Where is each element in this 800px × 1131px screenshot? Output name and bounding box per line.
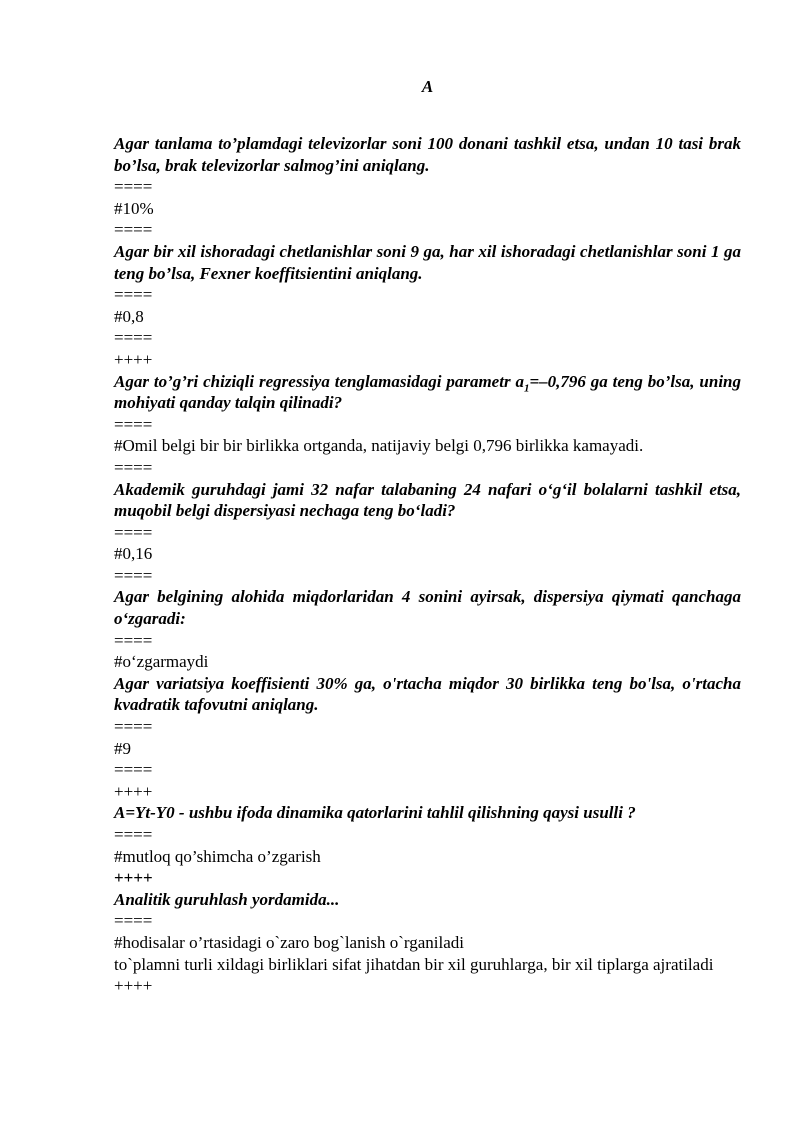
separator: ==== <box>114 177 153 197</box>
question-text: Agar belgining alohida miqdorlaridan 4 sonini ayirsak, dispersiya qiymati qanchaga o‘zgaradi: <box>114 587 741 629</box>
separator: ++++ <box>114 781 153 801</box>
separator: ==== <box>114 565 153 585</box>
separator: ==== <box>114 220 153 240</box>
answer-text: #0,8 <box>114 306 144 326</box>
question-text: Agar tanlama to’plamdagi televizorlar soni 100 donani tashkil etsa, undan 10 tasi brak bo’lsa, brak televizorlar salmog’ini aniqlang. <box>114 134 741 175</box>
option-text: to`plamni turli xildagi birliklari sifat jihatdan bir xil guruhlarga, bir xil tiplarga ajratiladi <box>114 954 714 974</box>
separator: ==== <box>114 630 153 650</box>
answer-text: #mutloq qo’shimcha o’zgarish <box>114 846 321 866</box>
separator: ==== <box>114 522 153 542</box>
question-list <box>114 133 741 997</box>
question-text-part: Agar to’g’ri chiziqli regressiya tenglamasidagi parametr a <box>114 371 524 391</box>
answer-text: #hodisalar o’rtasidagi o`zaro bog`lanish o`rganiladi <box>114 932 464 952</box>
question-text-part: =–0,796 ga teng bo’lsa, uning mohiyati qanday talqin qilinadi? <box>114 371 742 413</box>
separator: ==== <box>114 717 153 737</box>
separator: ==== <box>114 911 153 931</box>
separator: ==== <box>114 457 153 477</box>
answer-text: #o‘zgarmaydi <box>114 652 209 672</box>
question-text <box>114 371 741 414</box>
answer-text: #0,16 <box>114 544 153 564</box>
question-text: Akademik guruhdagi jami 32 nafar talabaning 24 nafari o‘g‘il bolalarni tashkil etsa, muqobil belgi dispersiyasi nechaga teng bo‘ladi? <box>114 479 741 521</box>
question-text: A=Yt-Y0 - ushbu ifoda dinamika qatorlarini tahlil qilishning qaysi usulli ? <box>114 803 636 823</box>
answer-text: #10% <box>114 198 154 218</box>
separator: ++++ <box>114 868 153 888</box>
separator: ==== <box>114 328 153 348</box>
question-text: Agar variatsiya koeffisienti 30% ga, o'rtacha miqdor 30 birlikka teng bo'lsa, o'rtacha kvadratik tafovutni aniqlang. <box>114 673 741 715</box>
separator: ++++ <box>114 976 153 996</box>
separator: ==== <box>114 825 153 844</box>
subscript: 1 <box>523 381 530 394</box>
question-text: Agar bir xil ishoradagi chetlanishlar soni 9 ga, har xil ishoradagi chetlanishlar soni 1 ga teng bo’lsa, Fexner koeffitsientini aniqlang. <box>114 241 741 283</box>
separator: ==== <box>114 285 153 305</box>
separator: ++++ <box>114 349 153 369</box>
question-text: Analitik guruhlash yordamida... <box>114 889 340 909</box>
answer-text: #9 <box>114 738 131 758</box>
answer-text: #Omil belgi bir bir birlikka ortganda, natijaviy belgi 0,796 birlikka kamayadi. <box>114 436 644 456</box>
page-heading: A <box>421 77 434 96</box>
separator: ==== <box>114 414 153 434</box>
separator: ==== <box>114 760 153 780</box>
